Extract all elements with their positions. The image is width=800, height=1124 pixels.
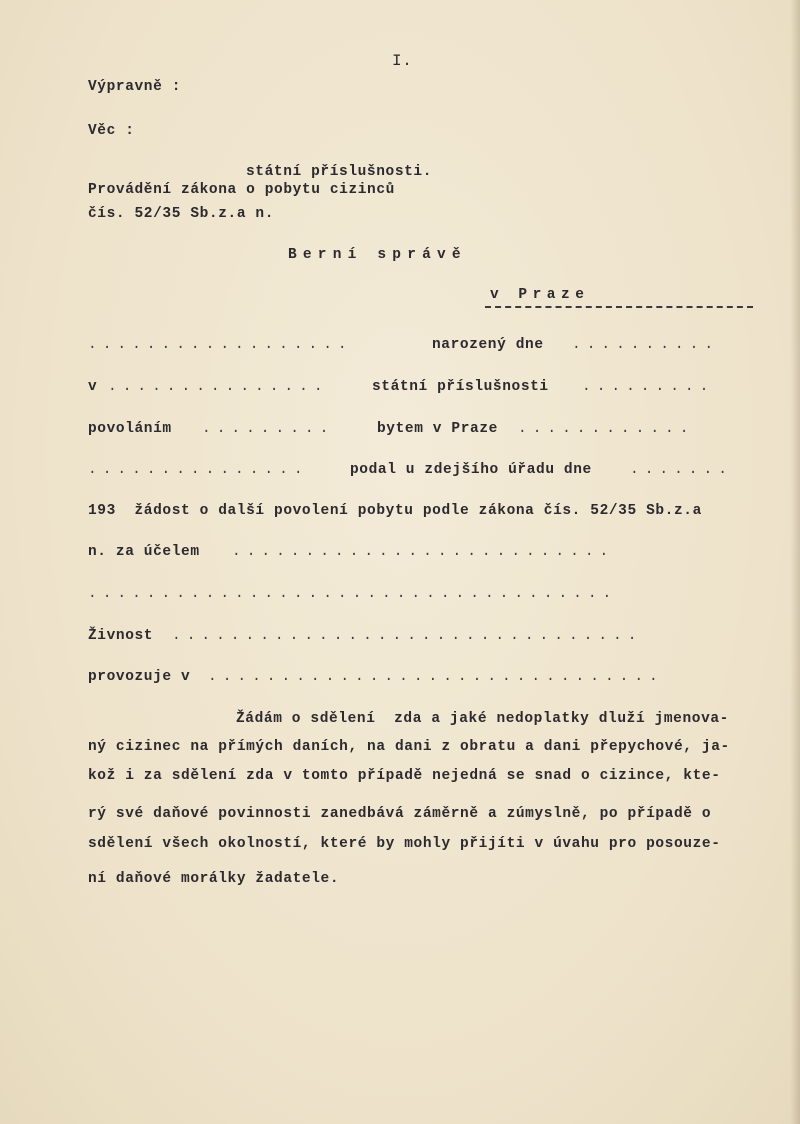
department-label: Výpravně : xyxy=(88,79,182,95)
addressee-underline xyxy=(485,306,753,308)
request-line-3: kož i za sdělení zda v tomto případě nejedná se snad o cizince, kte- xyxy=(88,768,721,784)
fill-dots-trade: ................................ xyxy=(172,628,643,644)
addressee-city: v Praze xyxy=(490,287,590,303)
fill-dots-occupation: ......... xyxy=(202,421,335,437)
fill-dots-address: ............... xyxy=(88,462,309,478)
subject-line-3: čís. 52/35 Sb.z.a n. xyxy=(88,206,275,222)
fill-dots-residence: ............ xyxy=(518,421,695,437)
request-line-5: sdělení všech okolností, které by mohly přijíti v úvahu pro posouze- xyxy=(88,836,721,852)
request-line-4: rý své daňové povinnosti zanedbává záměrně a zúmyslně, po případě o xyxy=(88,806,712,822)
fill-dots-operates-in: ............................... xyxy=(208,669,664,685)
occupation-label: povoláním xyxy=(88,421,172,437)
fill-dots-purpose: .......................... xyxy=(232,544,615,560)
purpose-label: n. za účelem xyxy=(88,544,200,560)
subject-label: Věc : xyxy=(88,123,135,139)
paper-edge xyxy=(790,0,800,1124)
citizenship-label: státní příslušnosti xyxy=(372,379,549,395)
addressee-location xyxy=(485,286,753,310)
subject-line-1: státní příslušnosti. xyxy=(246,164,433,180)
addressee-title: Berní správě xyxy=(288,247,467,263)
fill-dots-birthdate: .......... xyxy=(572,337,720,353)
born-label: narozený dne xyxy=(432,337,544,353)
submitted-label: podal u zdejšího úřadu dne xyxy=(350,462,592,478)
request-line-2: ný cizinec na přímých daních, na dani z obratu a dani přepychové, ja- xyxy=(88,739,730,755)
in-label: v xyxy=(88,379,98,395)
fill-dots-purpose-continued: .................................... xyxy=(88,586,618,602)
fill-dots-name: .................. xyxy=(88,337,353,353)
subject-line-2: Provádění zákona o pobytu cizinců xyxy=(88,182,395,198)
fill-dots-citizenship: ......... xyxy=(582,379,715,395)
request-line-6: ní daňové morálky žadatele. xyxy=(88,871,340,887)
application-line: 193 žádost o další povolení pobytu podle zákona čís. 52/35 Sb.z.a xyxy=(88,503,702,519)
fill-dots-submit-date: ....... xyxy=(630,462,733,478)
page-number: I. xyxy=(392,52,413,70)
request-line-1: Žádám o sdělení zda a jaké nedoplatky dluží jmenova- xyxy=(236,711,729,727)
trade-label: Živnost xyxy=(88,628,154,644)
residence-label: bytem v Praze xyxy=(377,421,498,437)
operates-in-label: provozuje v xyxy=(88,669,191,685)
fill-dots-birthplace: ............... xyxy=(108,379,329,395)
